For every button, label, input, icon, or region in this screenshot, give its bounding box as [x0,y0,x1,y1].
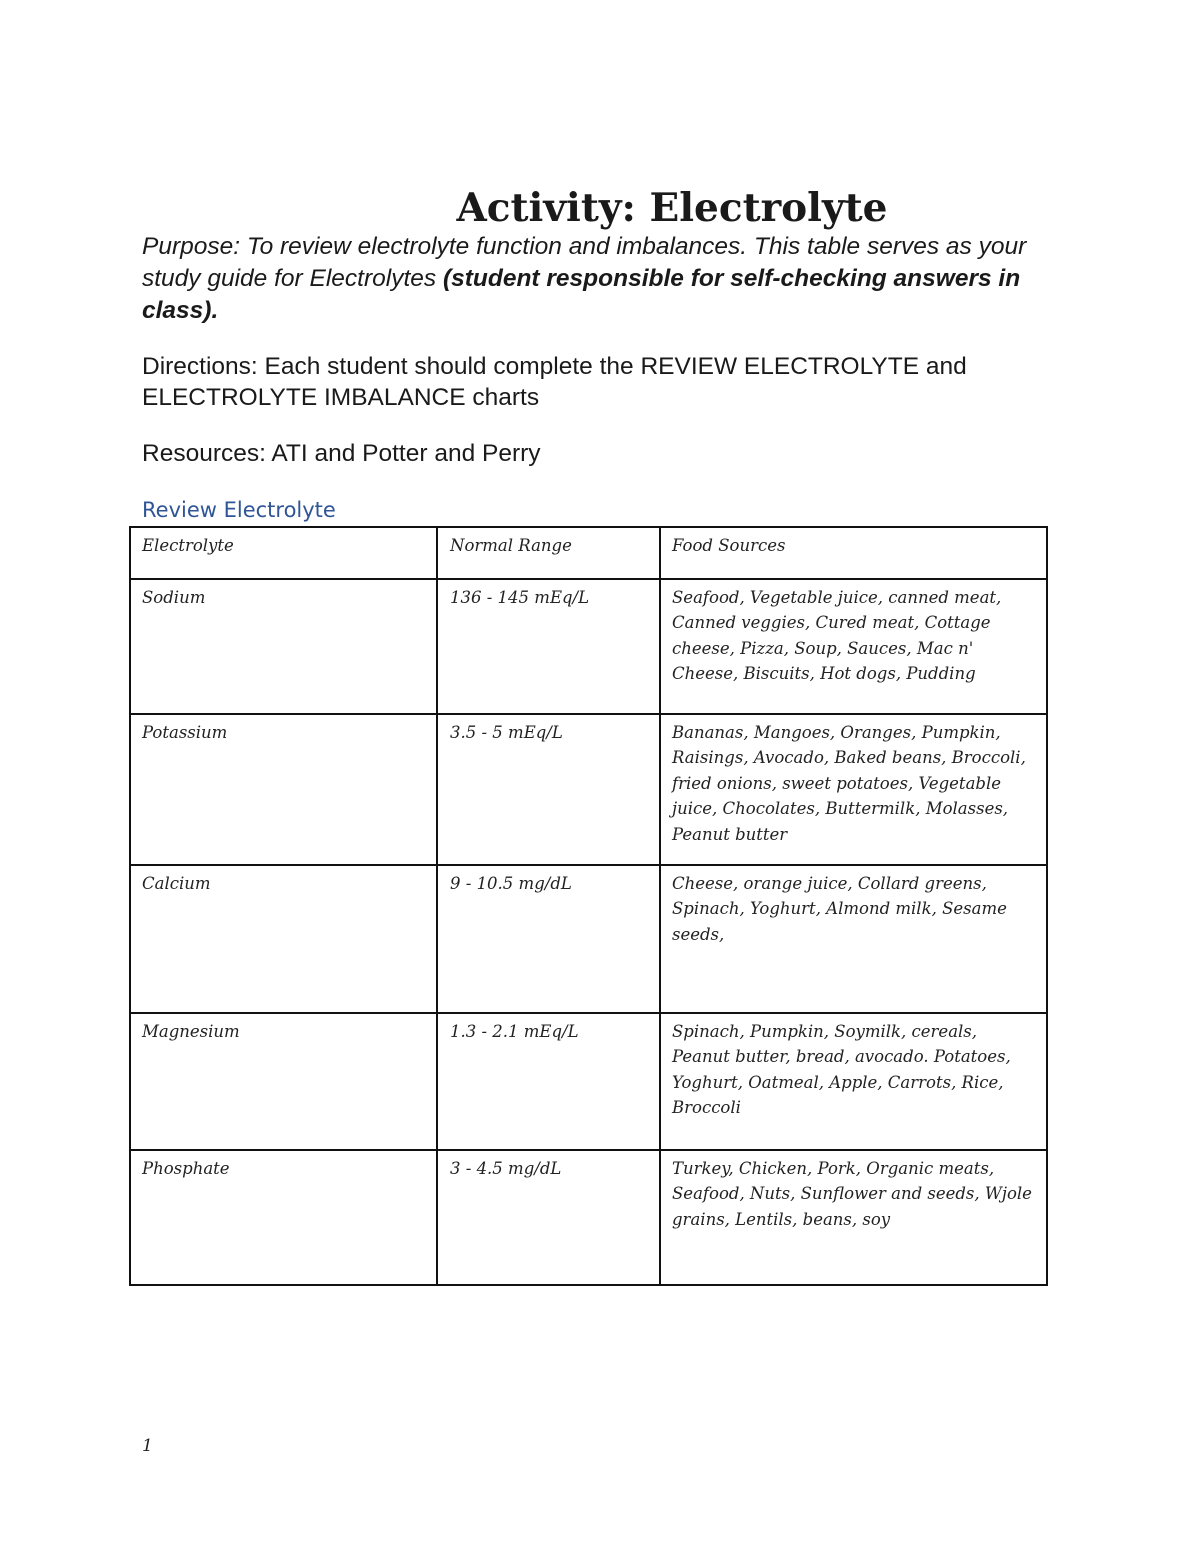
purpose-text: Purpose: To review electrolyte function and imbalances. This table serves as your study guide for Electrolytes [142,233,1027,292]
cell-food-sources: Spinach, Pumpkin, Soymilk, cereals, Peanut butter, bread, avocado. Potatoes, Yoghurt, Oatmeal, Apple, Carrots, Rice, Broccoli [660,1013,1047,1150]
header-electrolyte: Electrolyte [130,527,437,579]
cell-electrolyte: Calcium [130,865,437,1013]
table-row [130,1150,1047,1285]
table-row [130,1013,1047,1150]
cell-food-sources: Bananas, Mangoes, Oranges, Pumpkin, Raisings, Avocado, Baked beans, Broccoli, fried onions, sweet potatoes, Vegetable juice, Chocolates, Buttermilk, Molasses, Peanut butter [660,714,1047,865]
purpose-bold-note: (student responsible for self-checking answers in class). [142,265,1021,324]
page-number: 1 [142,1436,153,1456]
table-row [130,865,1047,1013]
header-normal-range: Normal Range [437,527,660,579]
cell-food-sources: Cheese, orange juice, Collard greens, Spinach, Yoghurt, Almond milk, Sesame seeds, [660,865,1047,1013]
cell-normal-range: 3.5 - 5 mEq/L [437,714,660,865]
directions-paragraph: Directions: Each student should complete the REVIEW ELECTROLYTE and ELECTROLYTE IMBALANCE charts [142,353,967,411]
table-row [130,579,1047,714]
cell-normal-range: 9 - 10.5 mg/dL [437,865,660,1013]
purpose-paragraph [142,231,1062,327]
review-electrolyte-table [129,526,1048,1286]
table-header-row [130,527,1047,579]
cell-electrolyte: Phosphate [130,1150,437,1285]
cell-electrolyte: Sodium [130,579,437,714]
table-row [130,714,1047,865]
cell-food-sources: Seafood, Vegetable juice, canned meat, Canned veggies, Cured meat, Cottage cheese, Pizza, Soup, Sauces, Mac n' Cheese, Biscuits, Hot dogs, Pudding [660,579,1047,714]
page-title: Activity: Electrolyte [456,185,888,231]
header-food-sources: Food Sources [660,527,1047,579]
cell-normal-range: 136 - 145 mEq/L [437,579,660,714]
resources-paragraph: Resources: ATI and Potter and Perry [142,440,541,467]
section-heading: Review Electrolyte [142,498,336,522]
cell-normal-range: 1.3 - 2.1 mEq/L [437,1013,660,1150]
cell-food-sources: Turkey, Chicken, Pork, Organic meats, Seafood, Nuts, Sunflower and seeds, Wjole grains, Lentils, beans, soy [660,1150,1047,1285]
cell-electrolyte: Potassium [130,714,437,865]
cell-normal-range: 3 - 4.5 mg/dL [437,1150,660,1285]
cell-electrolyte: Magnesium [130,1013,437,1150]
